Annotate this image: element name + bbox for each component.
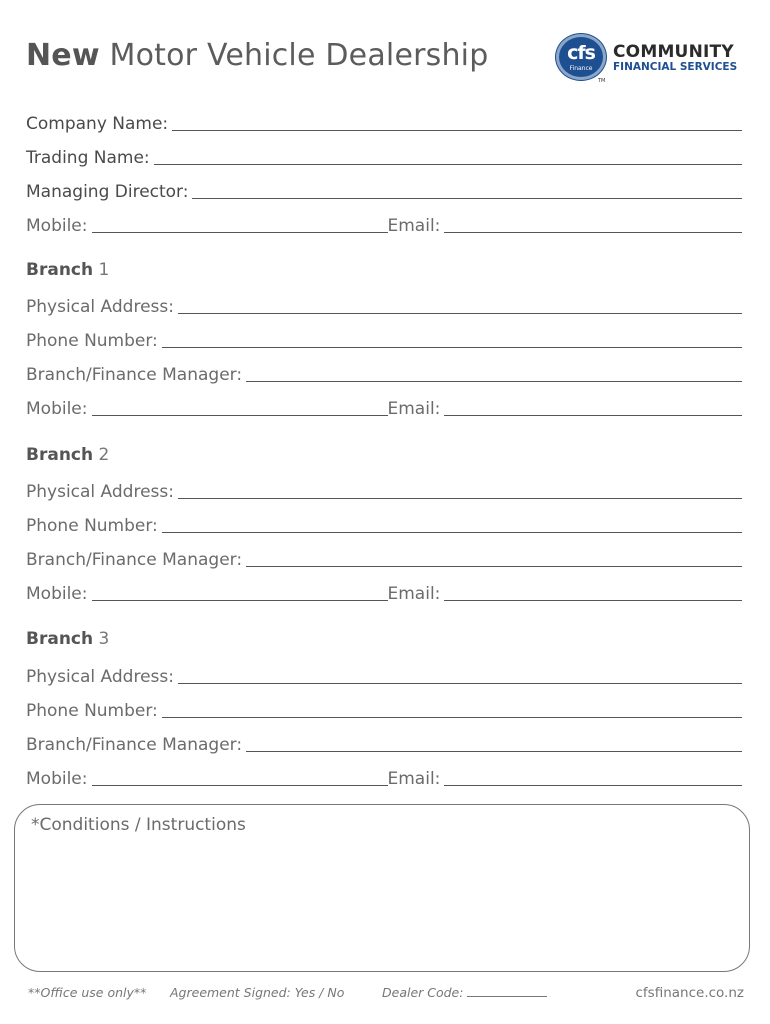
branch-2-phone-field[interactable] bbox=[26, 512, 742, 536]
agreement-signed-text: Agreement Signed: Yes / No bbox=[170, 985, 345, 1000]
phone-number-line[interactable] bbox=[162, 532, 742, 533]
branch-1-address-field[interactable] bbox=[26, 293, 742, 317]
email-line[interactable] bbox=[444, 415, 742, 416]
branch-heading-label: Branch bbox=[26, 260, 94, 280]
manager-line[interactable] bbox=[246, 751, 742, 752]
dealer-code-line[interactable] bbox=[467, 996, 547, 997]
logo-badge-main: cfs bbox=[567, 42, 595, 64]
branch-1-manager-field[interactable] bbox=[26, 361, 742, 385]
cfs-logo bbox=[556, 34, 746, 84]
mobile-line[interactable] bbox=[92, 785, 388, 786]
managing-director-field[interactable] bbox=[26, 178, 742, 202]
trading-name-field[interactable] bbox=[26, 144, 742, 168]
phone-number-label: Phone Number: bbox=[26, 701, 158, 721]
trading-name-line[interactable] bbox=[154, 164, 742, 165]
title-rest: Motor Vehicle Dealership bbox=[99, 38, 489, 73]
phone-number-label: Phone Number: bbox=[26, 331, 158, 351]
logo-badge-icon bbox=[556, 34, 606, 80]
branch-3-phone-field[interactable] bbox=[26, 697, 742, 721]
phone-number-line[interactable] bbox=[162, 717, 742, 718]
email-line[interactable] bbox=[444, 232, 742, 233]
branch-number: 3 bbox=[93, 629, 110, 649]
company-name-label: Company Name: bbox=[26, 114, 169, 134]
logo-badge-sub: Finance bbox=[569, 65, 593, 72]
physical-address-label: Physical Address: bbox=[26, 667, 174, 687]
mobile-line[interactable] bbox=[92, 232, 388, 233]
mobile-label: Mobile: bbox=[26, 216, 88, 236]
page-title bbox=[26, 38, 488, 73]
branch-1-phone-field[interactable] bbox=[26, 327, 742, 351]
email-label: Email: bbox=[387, 769, 441, 789]
logo-subtitle: FINANCIAL SERVICES bbox=[613, 61, 738, 73]
phone-number-label: Phone Number: bbox=[26, 516, 158, 536]
physical-address-label: Physical Address: bbox=[26, 297, 174, 317]
website-url[interactable]: cfsfinance.co.nz bbox=[635, 985, 744, 1001]
email-label: Email: bbox=[387, 584, 441, 604]
managing-director-line[interactable] bbox=[192, 198, 742, 199]
branch-2-address-field[interactable] bbox=[26, 478, 742, 502]
logo-name: COMMUNITY bbox=[613, 42, 734, 62]
mobile-line[interactable] bbox=[92, 600, 388, 601]
branch-2-contact-row[interactable] bbox=[26, 580, 742, 604]
manager-line[interactable] bbox=[246, 566, 742, 567]
physical-address-line[interactable] bbox=[178, 498, 742, 499]
branch-2-heading bbox=[26, 445, 109, 465]
conditions-label: *Conditions / Instructions bbox=[31, 815, 246, 835]
email-label: Email: bbox=[387, 216, 441, 236]
manager-label: Branch/Finance Manager: bbox=[26, 365, 243, 385]
email-line[interactable] bbox=[444, 600, 742, 601]
company-name-field[interactable] bbox=[26, 110, 742, 134]
physical-address-label: Physical Address: bbox=[26, 482, 174, 502]
physical-address-line[interactable] bbox=[178, 313, 742, 314]
company-contact-row[interactable] bbox=[26, 212, 742, 236]
branch-2-manager-field[interactable] bbox=[26, 546, 742, 570]
company-name-line[interactable] bbox=[172, 130, 742, 131]
manager-label: Branch/Finance Manager: bbox=[26, 735, 243, 755]
conditions-box[interactable] bbox=[14, 804, 750, 972]
office-use-note: **Office use only** bbox=[28, 985, 147, 1000]
dealer-code-label: Dealer Code: bbox=[382, 985, 464, 1000]
title-bold: New bbox=[26, 38, 100, 73]
logo-trademark: TM bbox=[598, 78, 606, 84]
mobile-label: Mobile: bbox=[26, 399, 88, 419]
dealer-code-field[interactable] bbox=[382, 985, 547, 1000]
phone-number-line[interactable] bbox=[162, 347, 742, 348]
email-line[interactable] bbox=[444, 785, 742, 786]
branch-number: 2 bbox=[93, 445, 110, 465]
branch-heading-label: Branch bbox=[26, 629, 94, 649]
branch-3-heading bbox=[26, 629, 109, 649]
physical-address-line[interactable] bbox=[178, 683, 742, 684]
branch-1-contact-row[interactable] bbox=[26, 395, 742, 419]
branch-3-contact-row[interactable] bbox=[26, 765, 742, 789]
branch-1-heading bbox=[26, 260, 109, 280]
mobile-line[interactable] bbox=[92, 415, 388, 416]
branch-heading-label: Branch bbox=[26, 445, 94, 465]
manager-label: Branch/Finance Manager: bbox=[26, 550, 243, 570]
branch-3-manager-field[interactable] bbox=[26, 731, 742, 755]
mobile-label: Mobile: bbox=[26, 584, 88, 604]
branch-number: 1 bbox=[93, 260, 110, 280]
email-label: Email: bbox=[387, 399, 441, 419]
mobile-label: Mobile: bbox=[26, 769, 88, 789]
managing-director-label: Managing Director: bbox=[26, 182, 189, 202]
trading-name-label: Trading Name: bbox=[26, 148, 150, 168]
branch-3-address-field[interactable] bbox=[26, 663, 742, 687]
manager-line[interactable] bbox=[246, 381, 742, 382]
